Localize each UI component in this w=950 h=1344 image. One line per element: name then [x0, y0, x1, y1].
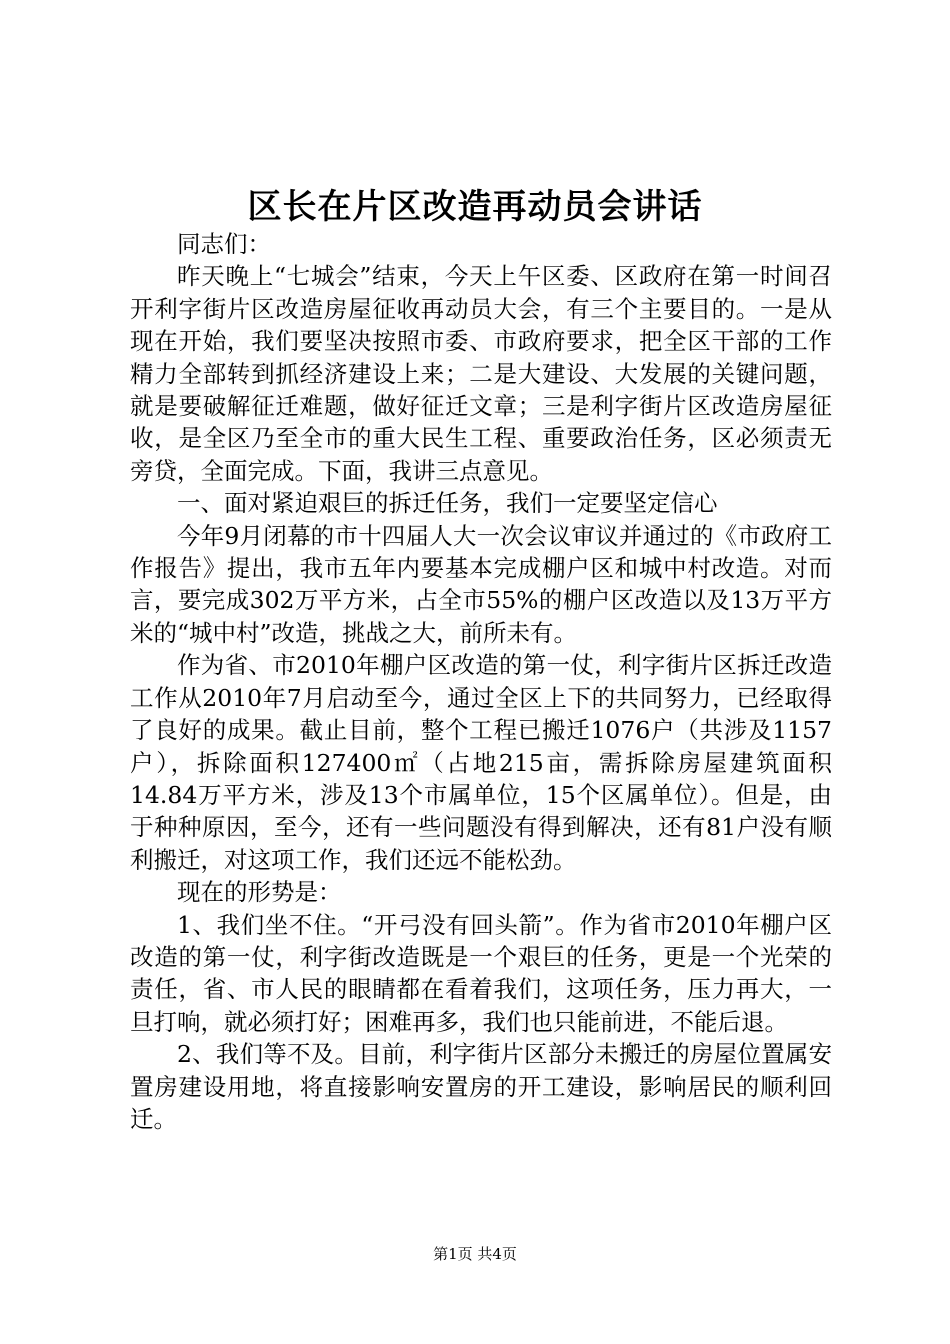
document-title: 区长在片区改造再动员会讲话 — [247, 187, 703, 227]
section-heading: 一、面对紧迫艰巨的拆迁任务，我们一定要坚定信心 — [177, 489, 718, 518]
body-paragraph: 2、我们等不及。目前，利字街片区部分未搬迁的房屋位置属安置房建设用地，将直接影响安置房的开工建设，影响居民的顺利回迁。 — [130, 1040, 832, 1133]
body-paragraph: 现在的形势是： — [177, 878, 342, 907]
page-number-footer: 第1页 共4页 — [433, 1245, 517, 1263]
body-paragraph: 作为省、市2010年棚户区改造的第一仗，利字街片区拆迁改造工作从2010年7月启动至今，通过全区上下的共同努力，已经取得了良好的成果。截止目前，整个工程已搬迁1076户（共涉及1157户），拆除面积127400㎡（占地215亩，需拆除房屋建筑面积14.84万平方米，涉及13个市属单位，15个区属单位）。但是，由于种种原因，至今，还有一些问题没有得到解决，还有81户没有顺利搬迁，对这项工作，我们还远不能松劲。 — [130, 651, 832, 874]
body-paragraph: 昨天晚上“七城会”结束，今天上午区委、区政府在第一时间召开利字街片区改造房屋征收再动员大会，有三个主要目的。一是从现在开始，我们要坚决按照市委、市政府要求，把全区干部的工作精力全部转到抓经济建设上来；二是大建设、大发展的关键问题，就是要破解征迁难题，做好征迁文章；三是利字街片区改造房屋征收，是全区乃至全市的重大民生工程、重要政治任务，区必须责无旁贷，全面完成。下面，我讲三点意见。 — [130, 262, 832, 485]
salutation-paragraph: 同志们： — [177, 230, 271, 258]
body-paragraph: 今年9月闭幕的市十四届人大一次会议审议并通过的《市政府工作报告》提出，我市五年内要基本完成棚户区和城中村改造。对而言，要完成302万平方米，占全市55%的棚户区改造以及13万平方米的“城中村”改造，挑战之大，前所未有。 — [130, 521, 832, 647]
body-paragraph: 1、我们坐不住。“开弓没有回头箭”。作为省市2010年棚户区改造的第一仗，利字街改造既是一个艰巨的任务，更是一个光荣的责任，省、市人民的眼睛都在看着我们，这项任务，压力再大，一旦打响，就必须打好；困难再多，我们也只能前进，不能后退。 — [130, 910, 832, 1036]
document-body — [130, 228, 832, 1135]
